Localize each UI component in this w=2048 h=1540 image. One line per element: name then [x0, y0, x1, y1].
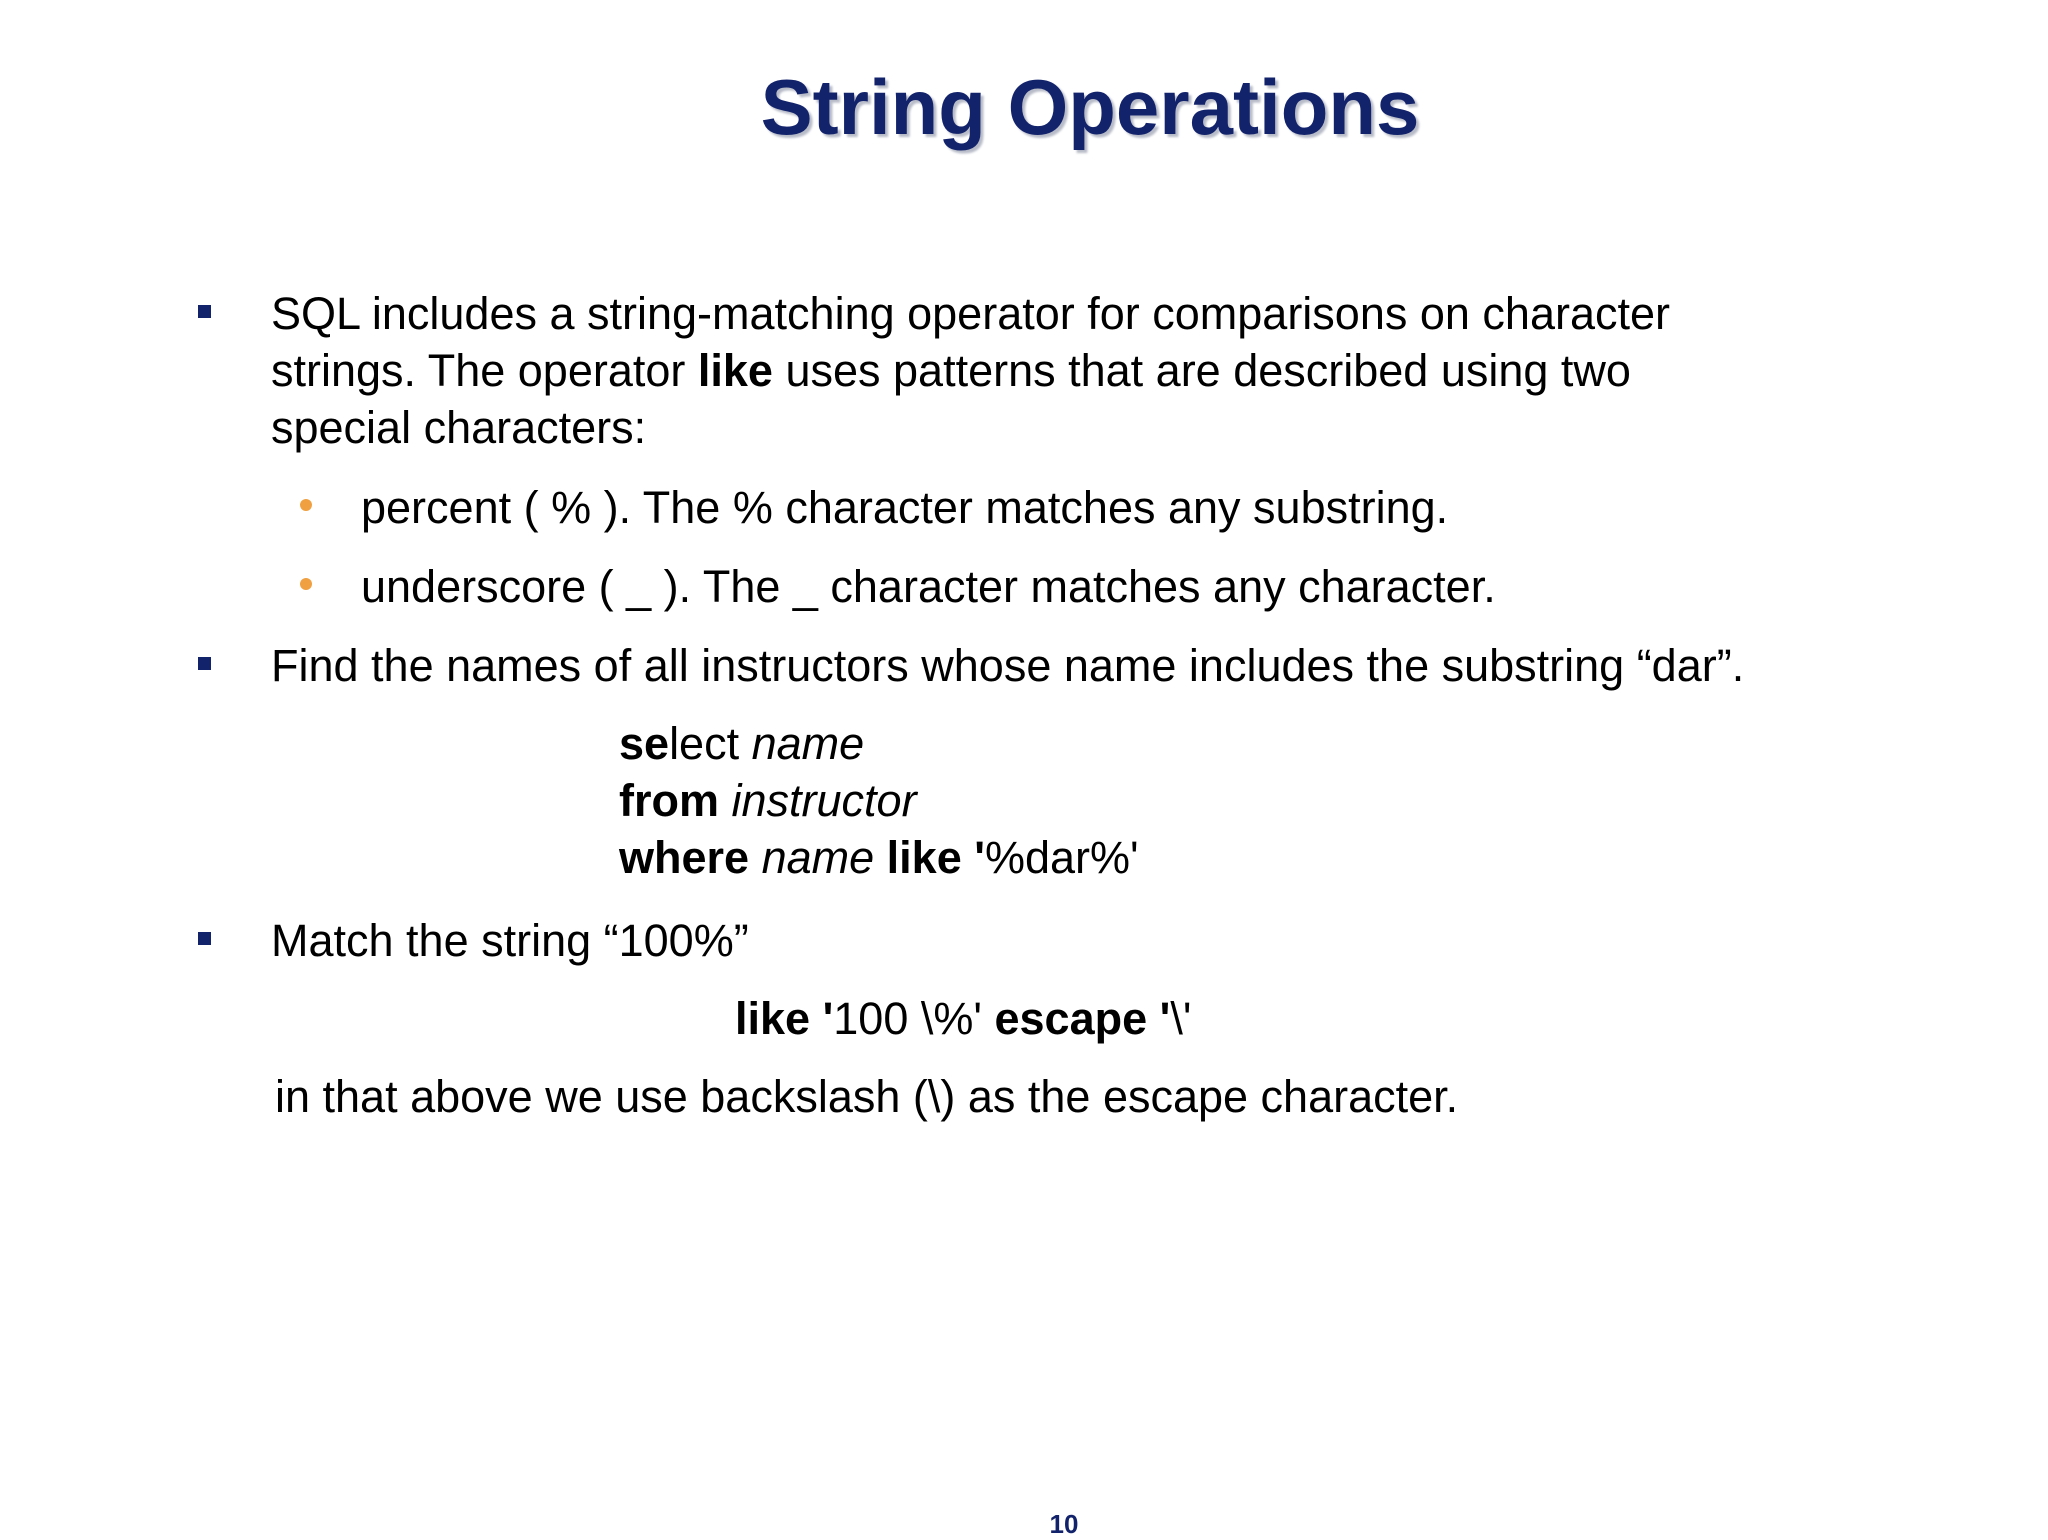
escape-quote: ': [1159, 993, 1171, 1044]
query-where-line: [619, 829, 1139, 886]
like-pattern: %dar%': [984, 832, 1139, 883]
escape-character: \': [1170, 993, 1192, 1044]
like-keyword: like: [735, 993, 811, 1044]
bullet-dot-icon: [300, 499, 312, 511]
from-keyword: from: [619, 775, 719, 826]
sub-bullet-underscore: underscore ( _ ). The _ character matches any character.: [361, 561, 1496, 612]
where-attribute: name: [761, 832, 875, 883]
pattern-quote: ': [822, 993, 834, 1044]
bullet-square-icon: [198, 932, 211, 945]
escape-pattern: 100 \%': [833, 993, 982, 1044]
escape-keyword: escape: [994, 993, 1148, 1044]
bullet-square-icon: [198, 305, 211, 318]
bullet-2-text: Find the names of all instructors whose name includes the substring “dar”.: [271, 640, 1745, 691]
query-from-line: [619, 772, 917, 829]
bullet-1-line-2-pre: strings. The operator: [271, 345, 698, 396]
query-select-line: [619, 715, 864, 772]
escape-note: in that above we use backslash (\) as the escape character.: [275, 1071, 1459, 1122]
select-keyword-rest: lect: [669, 718, 740, 769]
bullet-dot-icon: [300, 578, 312, 590]
page-number: 10: [1049, 1509, 1079, 1539]
sub-bullet-percent: percent ( % ). The % character matches any substring.: [361, 482, 1449, 533]
escape-example-line: [735, 990, 1191, 1047]
bullet-1-line-2-post: uses patterns that are described using two: [772, 345, 1631, 396]
where-keyword: where: [619, 832, 750, 883]
bullet-1-line-1: SQL includes a string-matching operator for comparisons on character: [271, 288, 1670, 339]
bullet-square-icon: [198, 657, 211, 670]
bullet-1-line-2: [271, 342, 1631, 399]
like-keyword: like: [886, 832, 962, 883]
bullet-3-text: Match the string “100%”: [271, 915, 749, 966]
pattern-quote: ': [974, 832, 985, 883]
select-attribute: name: [751, 718, 865, 769]
like-keyword: like: [697, 345, 773, 396]
from-relation: instructor: [731, 775, 917, 826]
slide-title: String Operations: [760, 63, 1420, 151]
select-keyword-bold: se: [619, 718, 670, 769]
bullet-1-line-3: special characters:: [271, 402, 647, 453]
